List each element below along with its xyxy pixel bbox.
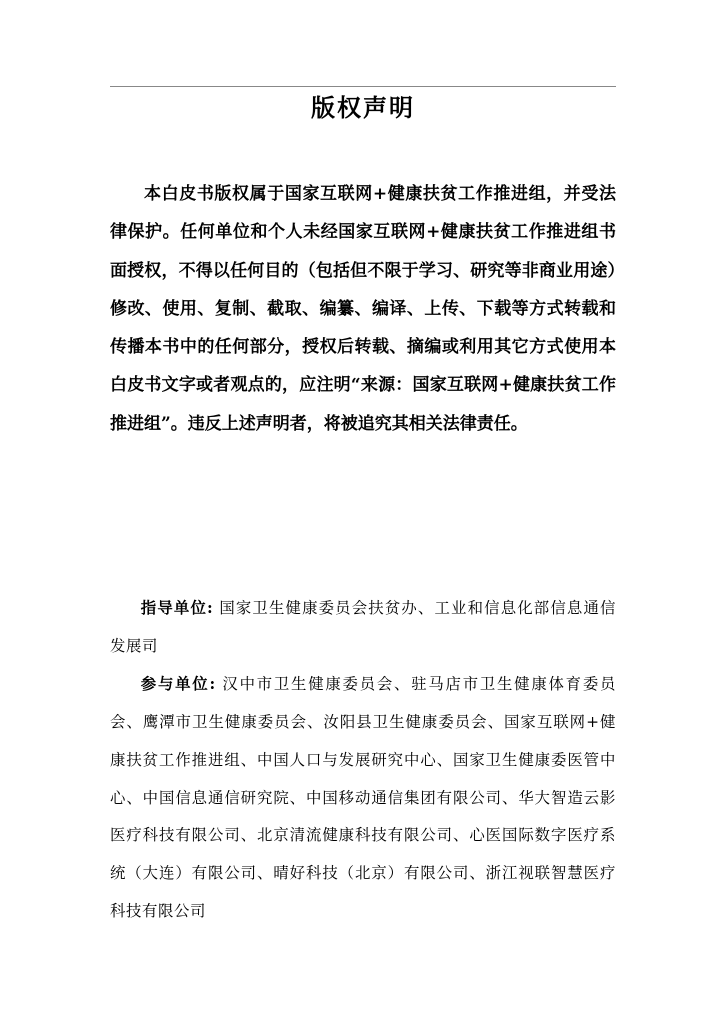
page-title: 版权声明 (311, 94, 415, 122)
units-section (110, 590, 616, 931)
copyright-statement: 本白皮书版权属于国家互联网+健康扶贫工作推进组，并受法律保护。任何单位和个人未经国家互联网+健康扶贫工作推进组书面授权，不得以任何目的（包括但不限于学习、研究等非商业用途）修改、使用、复制、截取、编纂、编译、上传、下载等方式转载和传播本书中的任何部分，授权后转载、摘编或利用其它方式使用本白皮书文字或者观点的，应注明“来源：国家互联网+健康扶贫工作推进组”。违反上述声明者，将被追究其相关法律责任。 (110, 184, 616, 434)
participants-label: 参与单位: (140, 674, 216, 693)
participant-units (110, 666, 616, 931)
guidance-unit (110, 590, 616, 666)
header-rule (110, 86, 616, 87)
guidance-label: 指导单位: (140, 599, 214, 617)
participants-text: 汉中市卫生健康委员会、驻马店市卫生健康体育委员会、鹰潭市卫生健康委员会、汝阳县卫生健康委员会、国家互联网+健康扶贫工作推进组、中国人口与发展研究中心、国家卫生健康委医管中心、中国信息通信研究院、中国移动通信集团有限公司、华大智造云影医疗科技有限公司、北京清流健康科技有限公司、心医国际数字医疗系统（大连）有限公司、晴好科技（北京）有限公司、浙江视联智慧医疗科技有限公司 (110, 674, 616, 921)
guidance-text: 国家卫生健康委员会扶贫办、工业和信息化部信息通信发展司 (110, 599, 616, 655)
